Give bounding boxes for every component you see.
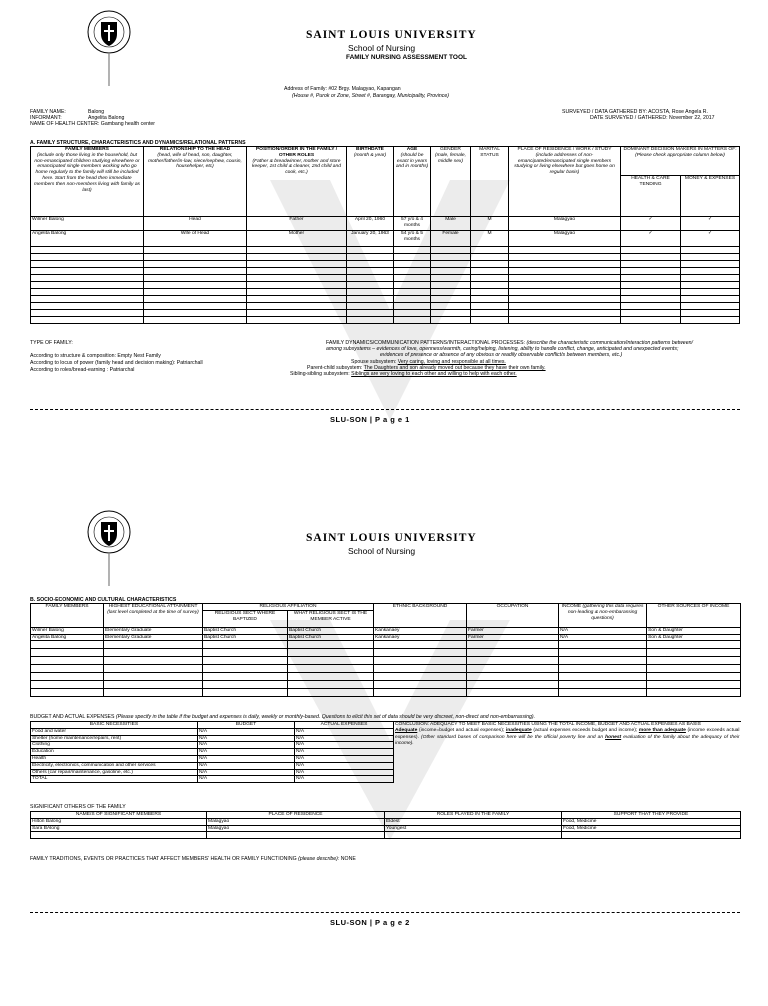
col-necessities: BASIC NECESSITIES <box>31 722 198 729</box>
university-seal <box>84 508 134 588</box>
significant-others-table <box>30 811 741 839</box>
member-birthdate: January 20, 1963 <box>347 231 394 247</box>
section-b-title: B. SOCIO-ECONOMIC AND CULTURAL CHARACTERISTICS <box>30 597 177 603</box>
empty-row <box>31 268 740 275</box>
actual-value: N/A <box>295 755 394 762</box>
col-relationship <box>144 147 247 217</box>
member-position: Father <box>247 217 347 231</box>
necessity-item: Education <box>31 749 198 756</box>
col-education-label: HIGHEST EDUCATIONAL ATTAINMENT <box>108 604 198 609</box>
inadequate-term: inadequate <box>505 728 532 734</box>
address-hint: (House #, Purok or Zone, Street #, Barangay, Municipality, Province) <box>292 93 449 99</box>
parent-label: Parent-child subsystem: <box>307 364 363 371</box>
budget-table <box>30 721 741 783</box>
col-birthdate <box>347 147 394 217</box>
empty-row <box>31 296 740 303</box>
col-sect-active: WHAT RELIGIOUS SECT IS THE MEMBER ACTIVE <box>288 610 374 627</box>
col-marital <box>471 147 509 217</box>
budget-value: N/A <box>198 735 295 742</box>
member-active: Baptist Church <box>288 634 374 641</box>
sig-support: Food, Medicine <box>562 818 741 825</box>
spouse-text: Very caring, loving and responsible at all times. <box>397 358 506 365</box>
type-bread: According to roles/bread-earning : Patriarchal <box>30 367 135 373</box>
dynamics-note2: among subsystems – evidences of love, openness/warmth, caring/helping, listening, ability to handle conflict, change, anticipated and unexpected events; <box>326 346 679 353</box>
member-occupation: Farmer <box>467 627 559 634</box>
sig-name: Hilton Balong <box>31 818 207 825</box>
necessity-item: Shelter (home maintenance/repairs, rent) <box>31 735 198 742</box>
empty-row <box>31 289 740 296</box>
type-structure: According to structure & composition: Empty Nest Family <box>30 353 161 359</box>
more-than-def: (income exceeds actual expenses). <box>395 728 740 740</box>
col-sect-baptized: RELIGIOUS SECT WHERE BAPTIZED <box>203 610 288 627</box>
col-members: FAMILY MEMBERS <box>31 604 104 628</box>
empty-row <box>31 681 741 689</box>
col-sig-place: PLACE OF RESIDENCE <box>207 812 385 819</box>
member-income: N/A <box>559 627 647 634</box>
budget-value: N/A <box>198 728 295 735</box>
page-divider <box>30 912 740 913</box>
budget-note: (Please specify in the table if the budget and expenses is daily, weekly or monthly-based. Questions to elicit this set of data should be very discreet, non-direct and non-embarrassing). <box>115 714 536 720</box>
university-name: SAINT LOUIS UNIVERSITY <box>306 29 477 41</box>
member-active: Baptist Church <box>288 627 374 634</box>
member-ethnic: Kankanaey <box>374 627 467 634</box>
actual-value: N/A <box>295 742 394 749</box>
col-other-income: OTHER SOURCES OF INCOME <box>647 604 741 628</box>
member-other-income: Son & Daughter <box>647 627 741 634</box>
family-name-label: FAMILY NAME: <box>30 109 66 115</box>
budget-value: N/A <box>198 749 295 756</box>
col-sig-support: SUPPORT THAT THEY PROVIDE <box>562 812 741 819</box>
member-baptized: Baptist Church <box>203 634 288 641</box>
health-center: NAME OF HEALTH CENTER: Gambang health center <box>30 121 156 127</box>
actual-value: N/A <box>295 749 394 756</box>
conclusion-cell <box>394 722 741 783</box>
table-row <box>31 818 741 825</box>
col-budget: BUDGET <box>198 722 295 729</box>
col-birthdate-note: (month & year) <box>353 152 387 158</box>
page-footer-1: SLU-SON | P a g e 1 <box>330 415 410 424</box>
empty-row <box>31 641 741 649</box>
member-marital: M <box>471 231 509 247</box>
col-occupation: OCCUPATION <box>467 604 559 628</box>
empty-row <box>31 649 741 657</box>
budget-heading <box>30 714 750 720</box>
school-name: School of Nursing <box>348 546 416 556</box>
table-row <box>31 231 740 247</box>
actual-value: N/A <box>295 769 394 776</box>
table-row <box>31 627 741 634</box>
member-birthdate: April 20, 1960 <box>347 217 394 231</box>
empty-row <box>31 247 740 254</box>
member-age: 54 y/o & 5 months <box>394 231 431 247</box>
member-baptized: Baptist Church <box>203 627 288 634</box>
col-position-label: POSITION/ORDER IN THE FAMILY / OTHER ROLES <box>255 147 338 158</box>
empty-row <box>31 254 740 261</box>
dynamics-note3: evidences of presence or absence of any obvious or readily observable conflict/s between members, etc.) <box>380 352 623 359</box>
necessity-item: Others (car repair/maintenance, gasoline, etc.) <box>31 769 198 776</box>
significant-others-title: SIGNIFICANT OTHERS OF THE FAMILY <box>30 804 126 810</box>
surveyed-by: SURVEYED / DATA GATHERED BY: ACOSTA, Rose Angela R. <box>562 109 708 115</box>
member-position: Mother <box>247 231 347 247</box>
sig-place: Malagyao <box>207 818 385 825</box>
actual-value: N/A <box>295 735 394 742</box>
page-footer-2: SLU-SON | P a g e 2 <box>330 918 410 927</box>
necessity-item: Clothing <box>31 742 198 749</box>
col-religion: RELIGIOUS AFFILIATION <box>203 604 374 611</box>
budget-value: N/A <box>198 742 295 749</box>
conclusion-note: (Other standard bases of comparison here will be the official poverty line and an <box>421 734 604 740</box>
dynamics-note1: (describe the characteristic communication/interaction patterns between/ <box>526 340 693 346</box>
table-row <box>31 634 741 641</box>
member-gender: Male <box>431 217 471 231</box>
empty-row <box>31 275 740 282</box>
sibling-label: Sibling-sibling subsystem: <box>290 371 350 378</box>
table-row <box>31 825 741 832</box>
col-education-note: (last level completed at the time of survey) <box>107 609 199 615</box>
col-ethnic: ETHNIC BACKGROUND <box>374 604 467 628</box>
socio-economic-table <box>30 603 741 697</box>
col-gender-note: (male, female, middle sex) <box>435 152 466 164</box>
member-education: Elementary Graduate <box>104 634 203 641</box>
member-gender: Female <box>431 231 471 247</box>
member-residence: Malagyao <box>509 231 621 247</box>
budget-value: N/A <box>198 755 295 762</box>
adequate-def: (income=budget and actual expenses); <box>418 728 505 734</box>
budget-value: N/A <box>198 776 295 783</box>
member-age: 57 y/o & 4 months <box>394 217 431 231</box>
col-actual: ACTUAL EXPENSES <box>295 722 394 729</box>
col-residence <box>509 147 621 217</box>
col-members-note: (include only those living in the household, but non-emancipated children studying elsewhere or emancipated single members working who go home regularly to the family will still be included here. Start from the head then immediate members then non-members living with family as last) <box>33 152 140 193</box>
traditions-value: NONE <box>340 856 356 862</box>
check-money: ✓ <box>681 231 740 247</box>
necessity-item: Electricity, electronics, communication and other services <box>31 762 198 769</box>
col-family-members <box>31 147 144 217</box>
member-relationship: Wife of Head <box>144 231 247 247</box>
sig-place: Malagyao <box>207 825 385 832</box>
type-of-family-label: TYPE OF FAMILY: <box>30 340 73 346</box>
informant-name: Angelita Balong <box>88 115 125 121</box>
empty-row <box>31 665 741 673</box>
col-marital-label: MARITAL STATUS <box>479 147 500 158</box>
col-decision-makers <box>621 147 740 176</box>
sig-role: Youngest <box>385 825 562 832</box>
member-name: Wilmer Balong <box>31 217 144 231</box>
col-members-label: FAMILY MEMBERS <box>65 147 109 152</box>
check-money: ✓ <box>681 217 740 231</box>
family-structure-table <box>30 146 740 324</box>
honest-term: honest <box>605 734 622 740</box>
member-education: Elementary Graduate <box>104 627 203 634</box>
tool-title: FAMILY NURSING ASSESSMENT TOOL <box>346 54 467 61</box>
actual-value: N/A <box>295 776 394 783</box>
col-position <box>247 147 347 217</box>
empty-row <box>31 657 741 665</box>
col-income <box>559 604 647 628</box>
col-residence-label: PLACE OF RESIDENCE / WORK / STUDY <box>517 147 612 152</box>
col-residence-note: (include addresses of non-emancipated/emancipated single members studying or living elsewhere but goes home on regular basis) <box>514 152 615 176</box>
more-than-term: more than adequate <box>638 728 686 734</box>
necessity-item: TOTAL <box>31 776 198 783</box>
col-birthdate-label: BIRTHDATE <box>356 147 384 152</box>
col-sig-roles: ROLES PLAYED IN THE FAMILY <box>385 812 562 819</box>
member-name: Angelita Balong <box>31 634 104 641</box>
empty-row <box>31 317 740 324</box>
sibling-text: Siblings are very loving to each other and willing to help with each other. <box>351 371 517 378</box>
adequate-term: Adequate <box>395 728 418 734</box>
empty-row <box>31 261 740 268</box>
member-name: Angelita Balong <box>31 231 144 247</box>
col-age-label: AGE <box>406 147 418 152</box>
university-name: SAINT LOUIS UNIVERSITY <box>306 532 477 544</box>
empty-row <box>31 303 740 310</box>
sig-support: Food, Medicine <box>562 825 741 832</box>
col-income-label: INCOME <box>561 604 582 609</box>
parent-text: The Daughters and son already moved out because they have their own family. <box>363 364 546 371</box>
sig-role: Eldest <box>385 818 562 825</box>
member-name: Wilmer Balong <box>31 627 104 634</box>
empty-row <box>31 673 741 681</box>
date-surveyed: DATE SURVEYED / GATHERED: November 22, 2017 <box>590 115 715 121</box>
empty-row <box>31 282 740 289</box>
col-sig-name: NAME/S OF SIGNIFICANT MEMBERS <box>31 812 207 819</box>
col-decision-note: (Please check appropriate column below) <box>635 152 725 158</box>
page-divider <box>30 409 740 410</box>
col-relationship-note: (head, wife of head, son, daughter, mother/father/in-law, niece/nephew, cousin, househelper, etc) <box>148 152 242 170</box>
col-relationship-label: RELATIONSHIP TO THE HEAD <box>159 147 231 152</box>
col-gender <box>431 147 471 217</box>
member-occupation: Farmer <box>467 634 559 641</box>
member-other-income: Son & Daughter <box>647 634 741 641</box>
traditions-label: FAMILY TRADITIONS, EVENTS OR PRACTICES THAT AFFECT MEMBERS' HEALTH OR FAMILY FUNCTIONING <box>30 856 297 862</box>
budget-value: N/A <box>198 769 295 776</box>
family-name: Balong <box>88 109 105 115</box>
col-decision-label: DOMINANT DECISION MAKERS IN MATTERS OF: <box>623 147 737 152</box>
necessity-item: Food and water <box>31 728 198 735</box>
type-power: According to locus of power (family head and decision making): Patriarchall <box>30 360 203 366</box>
traditions-line <box>30 856 356 862</box>
conclusion-note2: evaluation of the family about the adequacy of their income). <box>395 734 740 747</box>
necessity-item: Health <box>31 755 198 762</box>
col-age-note: (should be exact in years and in months) <box>395 152 429 170</box>
traditions-note: (please describe): <box>298 856 340 862</box>
actual-value: N/A <box>295 728 394 735</box>
dynamics-label: FAMILY DYNAMICS/COMMUNICATION PATTERNS/INTERACTIONAL PROCESSES: <box>326 340 526 346</box>
member-income: N/A <box>559 634 647 641</box>
empty-row <box>31 832 741 839</box>
section-a-title: A. FAMILY STRUCTURE, CHARACTERISTICS AND DYNAMICS/RELATIONAL PATTERNS <box>30 140 246 146</box>
budget-value: N/A <box>198 762 295 769</box>
empty-row <box>31 310 740 317</box>
actual-value: N/A <box>295 762 394 769</box>
table-row <box>31 217 740 231</box>
family-address: Address of Family: #02 Brgy. Malagyao, Kapangan <box>284 86 401 92</box>
col-gender-label: GENDER <box>440 147 461 152</box>
member-ethnic: Kankanaey <box>374 634 467 641</box>
col-money: MONEY & EXPENSES <box>681 176 740 217</box>
col-education <box>104 604 203 628</box>
school-name: School of Nursing <box>348 43 416 53</box>
dynamics-block <box>290 340 740 377</box>
member-residence: Malagyao <box>509 217 621 231</box>
member-relationship: Head <box>144 217 247 231</box>
col-health-care: HEALTH & CARE TENDING <box>621 176 681 217</box>
university-seal <box>84 8 134 88</box>
informant-label: INFORMANT: <box>30 115 62 121</box>
col-age <box>394 147 431 217</box>
check-health: ✓ <box>621 231 681 247</box>
conclusion-title: CONCLUSION: ADEQUACY TO MEET BASIC NECESSITIES USING THE TOTAL INCOME, BUDGET AND ACTUAL EXPENSES AS BASIS <box>395 722 701 727</box>
empty-row <box>31 689 741 697</box>
spouse-label: Spouse subsystem: <box>351 358 397 365</box>
sig-name: Sara BAlong <box>31 825 207 832</box>
member-marital: M <box>471 217 509 231</box>
check-health: ✓ <box>621 217 681 231</box>
col-position-note: (Father & breadwinner, mother and store keeper, 1st child & cleaner, 2nd child and cook, etc.) <box>252 158 341 176</box>
budget-title: BUDGET AND ACTUAL EXPENSES <box>30 714 115 720</box>
col-income-note: (gathering this data requires non-leading & non-embarassing questions) <box>567 604 644 621</box>
inadequate-def: (actual expenses exceeds budget and income); <box>533 728 638 734</box>
